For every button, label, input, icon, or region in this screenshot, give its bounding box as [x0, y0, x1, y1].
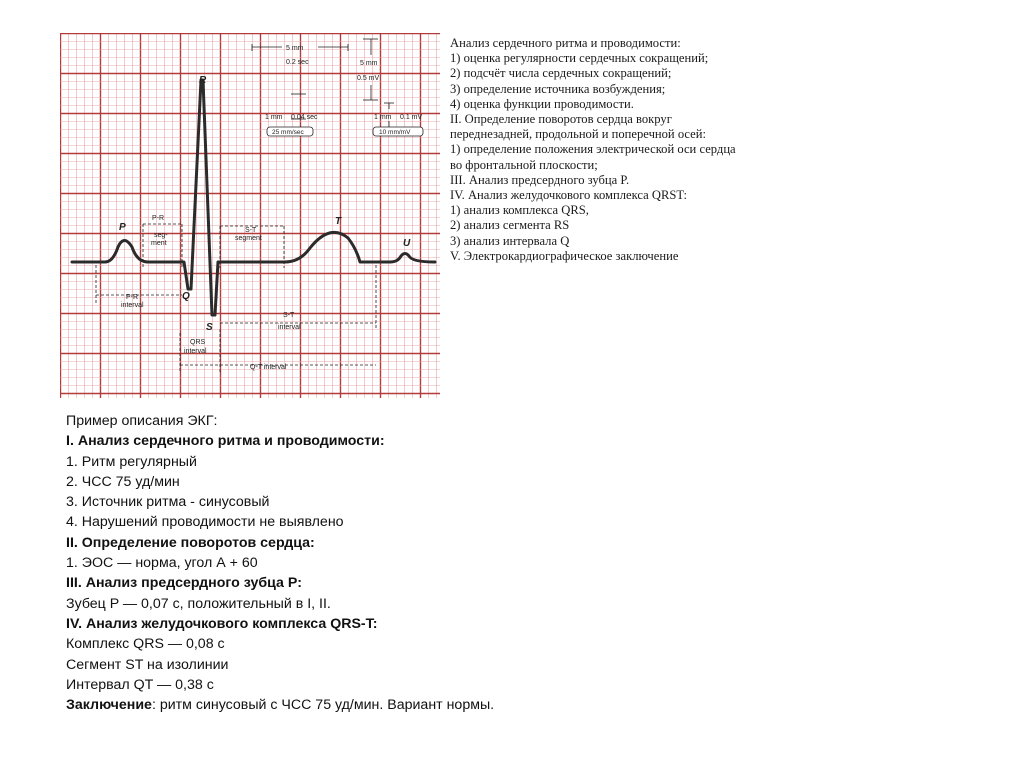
section-1-line: 4. Нарушений проводимости не выявлено — [66, 514, 344, 531]
pr-segment-label-2: seg- — [154, 232, 168, 239]
u-wave-label: U — [403, 238, 411, 249]
amp-01mv-label: 0.1 mV — [400, 114, 423, 121]
plan-line: 2) анализ сегмента RS — [450, 218, 570, 233]
plan-line: 2) подсчёт числа сердечных сокращений; — [450, 66, 672, 81]
section-1-line: 1. Ритм регулярный — [66, 453, 197, 470]
ecg-grid-background — [60, 33, 440, 398]
conclusion-label: Заключение — [66, 697, 152, 714]
time-004sec-label: 0.04 sec — [291, 114, 318, 121]
section-3-title: III. Анализ предсердного зубца P: — [66, 575, 303, 592]
t-wave-label: T — [335, 216, 342, 227]
time-02sec-label: 0.2 sec — [286, 59, 309, 66]
q-wave-label: Q — [182, 291, 190, 302]
pr-segment-label-3: ment — [151, 240, 167, 247]
p-wave-label: P — [119, 222, 126, 233]
section-3-line: Зубец P — 0,07 с, положительный в I, II. — [66, 595, 331, 612]
time-1mm-label: 1 mm — [265, 114, 283, 121]
time-5mm-label: 5 mm — [286, 45, 304, 52]
gain-label: 10 mm/mV — [379, 129, 411, 136]
pr-interval-label-1: P-R — [126, 294, 139, 301]
plan-line: во фронтальной плоскости; — [450, 157, 598, 172]
pr-interval-label-2: interval — [121, 302, 144, 309]
amp-1mm-label: 1 mm — [374, 114, 392, 121]
section-1-line: 3. Источник ритма - синусовый — [66, 494, 270, 511]
plan-line: III. Анализ предсердного зубца P. — [450, 172, 630, 187]
conclusion-text: : ритм синусовый с ЧСС 75 уд/мин. Вариант нормы. — [151, 697, 495, 714]
plan-line: 1) определение положения электрической оси сердца — [450, 142, 736, 157]
section-2-title: II. Определение поворотов сердца: — [66, 534, 315, 551]
st-interval-label-1: S-T — [283, 312, 295, 319]
st-segment-label-2: segment — [235, 235, 262, 242]
plan-line: 1) оценка регулярности сердечных сокращений; — [450, 51, 709, 66]
ecg-diagram — [60, 33, 440, 398]
section-4-line: Комплекс QRS — 0,08 с — [66, 636, 225, 653]
plan-line: 3) определение источника возбуждения; — [450, 81, 666, 96]
plan-line: Анализ сердечного ритма и проводимости: — [450, 36, 681, 50]
st-segment-label-1: S-T — [245, 227, 257, 234]
plan-line: 1) анализ комплекса QRS, — [450, 203, 589, 218]
r-wave-label: R — [199, 75, 207, 86]
st-interval-label-2: interval — [278, 324, 301, 331]
conclusion — [66, 695, 494, 715]
plan-line: V. Электрокардиографическое заключение — [450, 248, 679, 263]
plan-line: 4) оценка функции проводимости. — [450, 96, 634, 111]
qrs-interval-label-2: interval — [184, 348, 207, 355]
section-4-line: Сегмент ST на изолинии — [66, 656, 229, 673]
section-2-line: 1. ЭОС — норма, угол А + 60 — [66, 555, 258, 572]
amp-05mv-label: 0.5 mV — [357, 75, 380, 82]
plan-line: переднезадней, продольной и поперечной осей: — [450, 127, 707, 142]
section-1-title: I. Анализ сердечного ритма и проводимости: — [66, 433, 385, 450]
plan-line: II. Определение поворотов сердца вокруг — [450, 112, 672, 127]
ecg-example-description — [66, 411, 494, 715]
section-4-title: IV. Анализ желудочкового комплекса QRS-T: — [66, 615, 378, 632]
paper-speed-label: 25 mm/sec — [272, 129, 304, 136]
section-1-line: 2. ЧСС 75 уд/мин — [66, 473, 180, 490]
plan-line: 3) анализ интервала Q — [450, 233, 570, 248]
qrs-interval-label-1: QRS — [190, 339, 206, 346]
pr-segment-label-1: P-R — [152, 215, 165, 222]
amp-5mm-label: 5 mm — [360, 60, 378, 67]
section-4-line: Интервал QT — 0,38 с — [66, 676, 214, 693]
s-wave-label: S — [206, 322, 213, 333]
qt-interval-label: Q-T interval — [250, 364, 287, 371]
plan-line: IV. Анализ желудочкового комплекса QRST: — [450, 188, 687, 203]
example-heading: Пример описания ЭКГ: — [66, 413, 218, 429]
analysis-plan — [450, 36, 830, 264]
